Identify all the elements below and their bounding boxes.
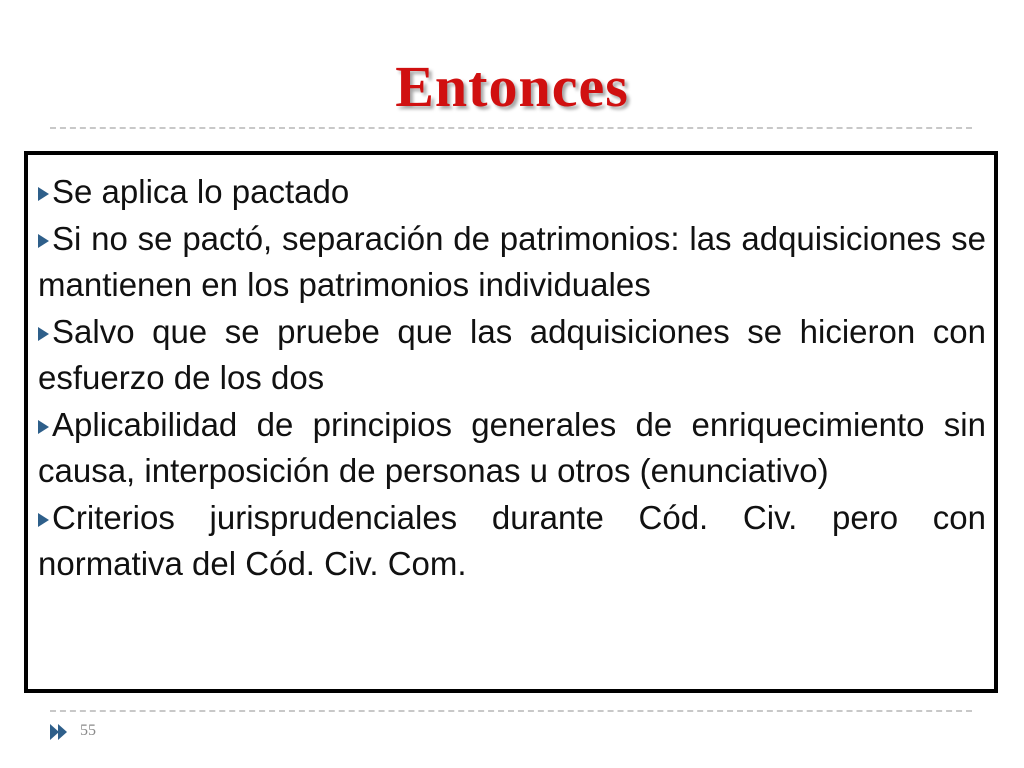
bullet-item xyxy=(38,169,986,216)
triangle-bullet-icon xyxy=(38,187,49,201)
bullet-text: Criterios jurisprudenciales durante Cód. Civ. pero con normativa del Cód. Civ. Com. xyxy=(38,498,986,582)
triangle-bullet-icon xyxy=(38,327,49,341)
title-divider xyxy=(50,127,972,129)
triangle-bullet-icon xyxy=(38,513,49,527)
bullet-text: Salvo que se pruebe que las adquisiciones se hicieron con esfuerzo de los dos xyxy=(38,312,986,396)
double-triangle-nav-icon xyxy=(50,722,70,742)
bullet-item xyxy=(38,309,986,402)
bullet-item xyxy=(38,402,986,495)
bullet-text: Si no se pactó, separación de patrimonios: las adquisiciones se mantienen en los patrimonios individuales xyxy=(38,219,986,303)
triangle-icon xyxy=(58,724,67,740)
triangle-bullet-icon xyxy=(38,420,49,434)
content-box xyxy=(24,151,998,693)
bullet-list xyxy=(28,155,994,588)
bullet-item xyxy=(38,216,986,309)
bullet-text: Aplicabilidad de principios generales de enriquecimiento sin causa, interposición de personas u otros (enunciativo) xyxy=(38,405,986,489)
page-number: 55 xyxy=(80,722,96,739)
bullet-item xyxy=(38,495,986,588)
slide-title: Entonces xyxy=(395,54,629,119)
bullet-text: Se aplica lo pactado xyxy=(52,173,350,210)
footer-divider xyxy=(50,710,972,712)
triangle-bullet-icon xyxy=(38,234,49,248)
